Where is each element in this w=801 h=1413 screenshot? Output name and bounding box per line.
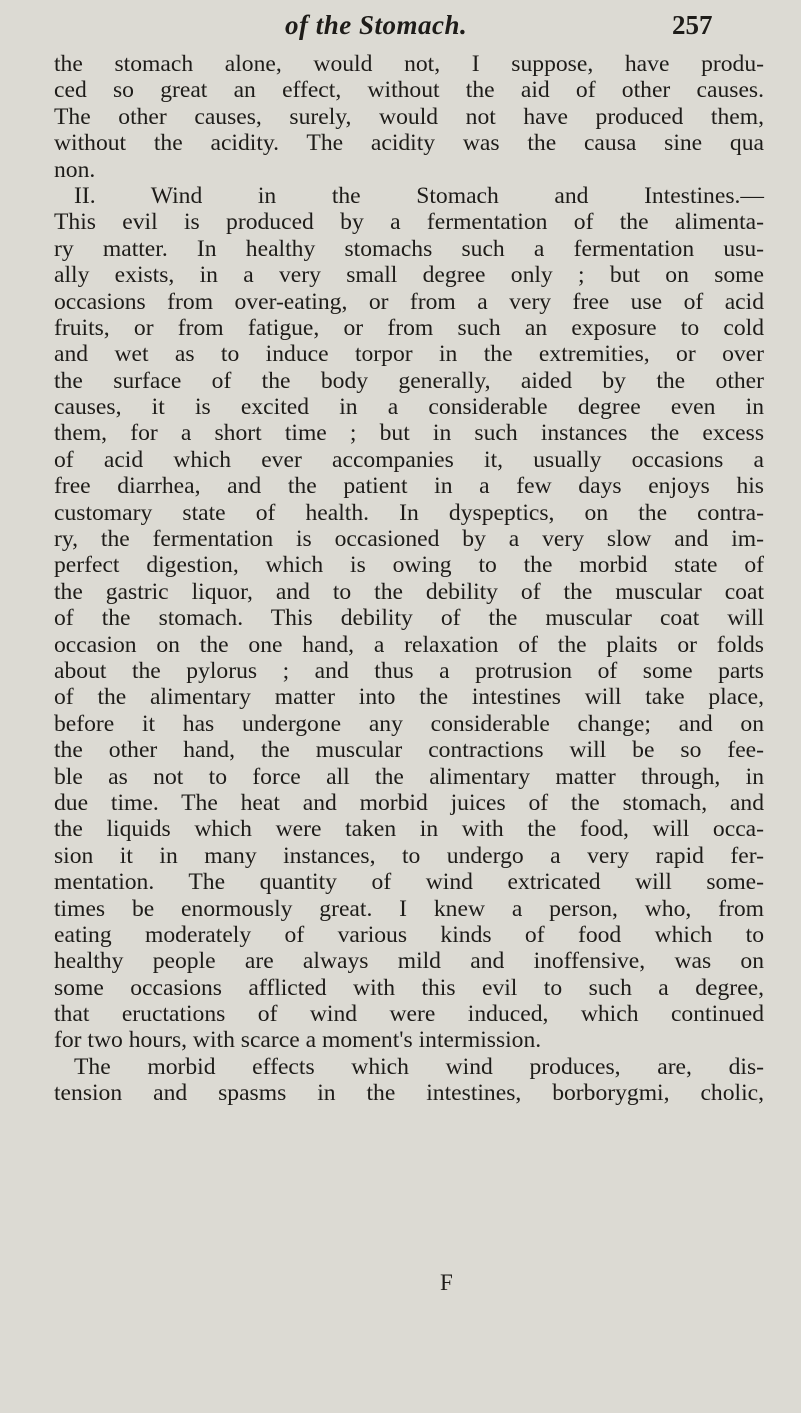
text-line: that eructations of wind were induced, which continued [54,1001,764,1028]
text-line: The other causes, surely, would not have produced them, [54,103,764,130]
text-line: ced so great an effect, without the aid of other causes. [54,77,764,104]
text-line: ry matter. In healthy stomachs such a fermentation usu- [54,235,764,262]
text-line: occasions from over-eating, or from a very free use of acid [54,288,764,315]
text-line: sion it in many instances, to undergo a very rapid fer- [54,842,764,869]
text-line: non. [54,156,96,183]
text-line: and wet as to induce torpor in the extremities, or over [54,341,764,368]
text-line: of the stomach. This debility of the muscular coat will [54,605,764,632]
text-line: them, for a short time ; but in such instances the excess [54,420,764,447]
text-line: about the pylorus ; and thus a protrusion of some parts [54,657,764,684]
text-line: times be enormously great. I knew a person, who, from [54,895,764,922]
text-line: for two hours, with scarce a moment's intermission. [54,1027,542,1054]
running-title: of the Stomach. [285,10,468,40]
text-line: eating moderately of various kinds of food which to [54,921,764,948]
text-line: the liquids which were taken in with the food, will occa- [54,816,764,843]
text-line: mentation. The quantity of wind extricated will some- [54,869,764,896]
text-line: tension and spasms in the intestines, borborygmi, cholic, [54,1080,764,1107]
text-line: perfect digestion, which is owing to the morbid state of [54,552,764,579]
text-line: free diarrhea, and the patient in a few days enjoys his [54,473,764,500]
text-line: without the acidity. The acidity was the causa sine qua [54,130,764,157]
text-line: fruits, or from fatigue, or from such an exposure to cold [54,314,764,341]
page-number: 257 [672,10,713,40]
text-line: the stomach alone, would not, I suppose, have produ- [54,51,764,77]
signature-mark: F [440,1270,453,1295]
text-line: the gastric liquor, and to the debility of the muscular coat [54,578,764,605]
page-header [0,10,801,50]
text-line: This evil is produced by a fermentation of the alimenta- [54,209,764,236]
text-line: The morbid effects which wind produces, are, dis- [74,1053,764,1080]
text-line: customary state of health. In dyspeptics, on the contra- [54,499,764,526]
text-line: ry, the fermentation is occasioned by a very slow and im- [54,526,764,553]
text-line: healthy people are always mild and inoffensive, was on [54,948,764,975]
body-text [54,51,764,1107]
text-line: causes, it is excited in a considerable degree even in [54,394,764,421]
text-line: before it has undergone any considerable change; and on [54,710,764,737]
text-line: occasion on the one hand, a relaxation of the plaits or folds [54,631,764,658]
text-line: of the alimentary matter into the intestines will take place, [54,684,764,711]
text-line: ally exists, in a very small degree only ; but on some [54,262,764,289]
text-line: the other hand, the muscular contractions will be so fee- [54,737,764,764]
section-heading-line: II. Wind in the Stomach and Intestines.— [74,182,764,209]
text-line: the surface of the body generally, aided by the other [54,367,764,394]
text-line: ble as not to force all the alimentary matter through, in [54,763,764,790]
text-line: of acid which ever accompanies it, usually occasions a [54,446,764,473]
text-line: some occasions afflicted with this evil to such a degree, [54,974,764,1001]
text-line: due time. The heat and morbid juices of the stomach, and [54,789,764,816]
